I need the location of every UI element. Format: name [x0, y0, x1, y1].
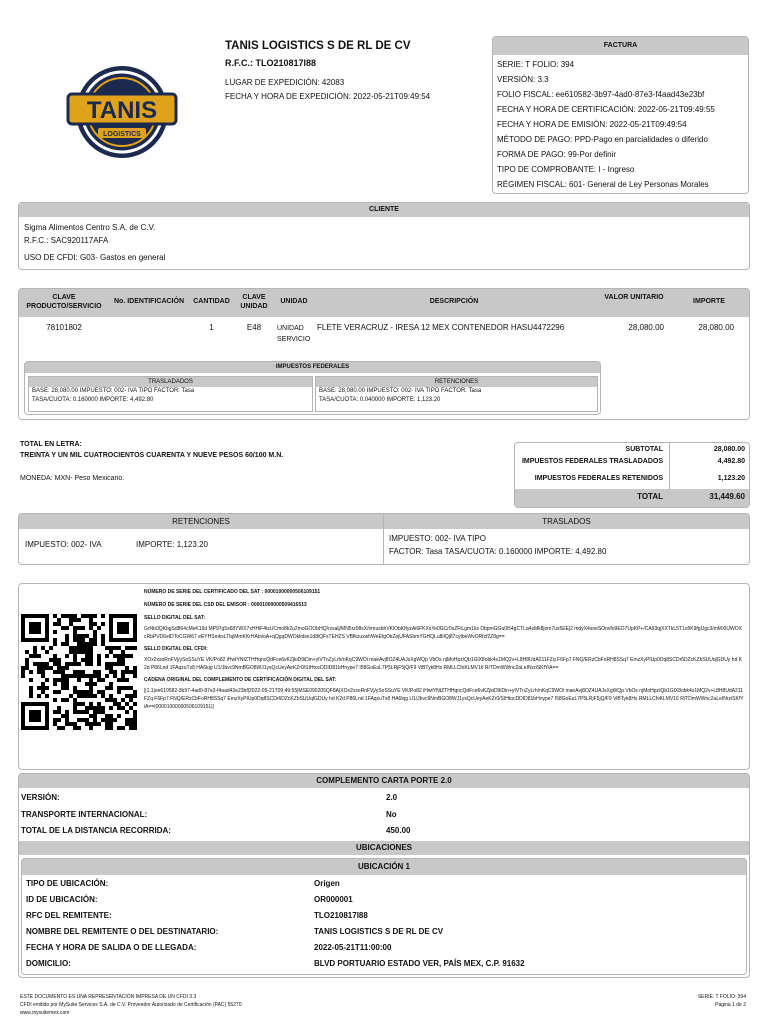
factura-line: FECHA Y HORA DE EMISIÓN: 2022-05-21T09:49:54 [497, 120, 687, 129]
ubicacion-row [22, 955, 746, 971]
issuer-datetime: FECHA Y HORA DE EXPEDICIÓN: 2022-05-21T09:49:54 [225, 92, 431, 101]
col-importe: IMPORTE [693, 298, 725, 305]
carta-porte-header: COMPLEMENTO CARTA PORTE 2.0 [19, 774, 749, 788]
ubicacion-1-box [21, 858, 747, 975]
retenciones-line2: TASA/CUOTA: 0.040000 IMPORTE: 1,123.20 [319, 397, 441, 403]
issuer-rfc: R.F.C.: TLO210817I88 [225, 58, 317, 68]
impuestos-federales-box [24, 361, 601, 415]
retenciones-line1: BASE: 28,080.00 IMPUESTO: 002- IVA TIPO FACTOR: Tasa [319, 388, 482, 394]
ubicacion-value: TANIS LOGISTICS S DE RL DE CV [314, 927, 444, 936]
qr-code [21, 614, 137, 730]
row-unidad: UNIDAD SERVICIO [277, 325, 311, 343]
transporte-value: No [386, 810, 397, 819]
ubicacion-row [22, 939, 746, 955]
ubicaciones-header: UBICACIONES [19, 841, 749, 855]
ubicacion-value: TLO210817I88 [314, 911, 368, 920]
total-value: 31,449.60 [709, 492, 745, 501]
ubicacion-row [22, 923, 746, 939]
col-descripcion: DESCRIPCIÓN [429, 298, 479, 305]
traslados-label: IMPUESTOS FEDERALES TRASLADADOS [521, 458, 663, 465]
col-unidad: UNIDAD [280, 298, 308, 305]
total-letra-value: TREINTA Y UN MIL CUATROCIENTOS CUARENTA Y NUEVE PESOS 60/100 M.N. [20, 452, 284, 459]
distancia-value: 450.00 [386, 826, 411, 835]
totales-box [514, 442, 750, 508]
row-clave-unidad: E48 [246, 323, 262, 332]
col-no-identificacion: No. IDENTIFICACIÓN [114, 298, 184, 305]
subtotal-value: 28,080.00 [713, 446, 745, 453]
footer-line1: ESTE DOCUMENTO ES UNA REPRESENTACIÓN IMPRESA DE UN CFDI 3.3 [20, 994, 197, 1000]
ubicacion-value: BLVD PORTUARIO ESTADO VER, PAÍS MEX, C.P. 91632 [314, 959, 525, 968]
col-clave-unidad: CLAVE UNIDAD [240, 294, 268, 310]
row-clave: 78101802 [46, 323, 82, 332]
resumen-ret-impuesto: IMPUESTO: 002- IVA [25, 540, 102, 549]
col-valor-unitario: VALOR UNITARIO [604, 294, 664, 301]
sellos-box [18, 583, 750, 770]
footer-serie: SERIE: T FOLIO: 394 [697, 994, 746, 1000]
resumen-tras-line2: FACTOR: Tasa TASA/CUOTA: 0.160000 IMPORTE: 4,492.80 [389, 547, 607, 556]
cliente-box [18, 202, 750, 270]
retenidos-value: 1,123.20 [717, 475, 745, 482]
sello-cfdi: XOx2xsoRnFVj/ySoSSuYE VK/Po82 iHwtYNtZTHHqncQdFce6vKZjkiD9iDin+yIVTnZyLrh/nKqC9WOi maeAvj8OZ4UAJsXgWQp VbOs njMoHpz/Qb1GlX8obk4s1MQ2v+L8H8UdA211FZq F6Fp7 FNQ/ERzCbFoRH8SSq7 EmzXyPIUp0Dq8SCDr6DZcKZbSUUqlGDUy hd K2d P86Lnd 1FAqzuTx8 HA6lqg U1/Jbvc9NmBGO8WJ1ysQcUeyAeKZr0/SIHtocDDID81bHnype7 I58GoEuL7P5LRjF5jQ/F9 ViBTyk8Hs RMLLChiKLMV16 R/TDmWWnc2aLeINrziSKfYiA== [144, 657, 743, 671]
ubicacion-label: DOMICILIO: [26, 959, 71, 968]
resumen-traslados-header: TRASLADOS [384, 514, 749, 529]
trasladados-header: TRASLADADOS [29, 377, 312, 387]
trasladados-box [28, 376, 313, 412]
resumen-tras-line1: IMPUESTO: 002- IVA TIPO [389, 534, 486, 543]
issuer-name: TANIS LOGISTICS S DE RL DE CV [225, 40, 411, 52]
col-cantidad: CANTIDAD [193, 298, 230, 305]
ubicacion-value: 2022-05-21T11:00:00 [314, 943, 392, 952]
row-descripcion: FLETE VERACRUZ - IRESA 12 MEX CONTENEDOR HASU4472296 [317, 323, 565, 332]
cadena-label: CADENA ORIGINAL DEL COMPLEMENTO DE CERTIFICACIÓN DIGITAL DEL SAT: [144, 677, 337, 683]
cert-sat: NÚMERO DE SERIE DEL CERTIFICADO DEL SAT : 00001000000506109151 [144, 589, 321, 595]
row-cantidad: 1 [209, 323, 214, 332]
ubicacion-row [22, 891, 746, 907]
factura-header: FACTURA [493, 37, 748, 55]
version-value: 2.0 [386, 793, 398, 802]
factura-line: TIPO DE COMPROBANTE: I - Ingreso [497, 165, 635, 174]
carta-porte-box [18, 773, 750, 978]
ubicacion-row [22, 907, 746, 923]
footer-right [698, 993, 746, 1009]
total-label: TOTAL [637, 492, 663, 501]
trasladados-line2: TASA/CUOTA: 0.160000 IMPORTE: 4,492.80 [32, 397, 154, 403]
cliente-name: Sigma Alimentos Centro S.A. de C.V. [24, 223, 156, 232]
ubicacion-row [22, 875, 746, 891]
factura-line: RÉGIMEN FISCAL: 601- General de Ley Personas Morales [497, 180, 709, 189]
retenciones-box [315, 376, 598, 412]
distancia-label: TOTAL DE LA DISTANCIA RECORRIDA: [21, 826, 171, 835]
footer-line2: CFDI emitido por MySuite Services S.A. de C.V. Proveedor Autorizado de Certificación (PAC) 55270 [20, 1002, 242, 1008]
footer-pagina: Página 1 de 2 [715, 1002, 746, 1008]
factura-line: MÉTODO DE PAGO: PPD-Pago en parcialidades o diferido [497, 135, 708, 144]
col-clave-producto: CLAVE PRODUCTO/SERVICIO [26, 294, 102, 310]
cliente-header: CLIENTE [19, 203, 749, 217]
total-letra-label: TOTAL EN LETRA: [20, 441, 82, 448]
resumen-retenciones-header: RETENCIONES [19, 514, 383, 529]
issuer-place: LUGAR DE EXPEDICIÓN: 42083 [225, 78, 345, 87]
resumen-box [18, 513, 750, 565]
ubicacion-label: FECHA Y HORA DE SALIDA O DE LLEGADA: [26, 943, 197, 952]
sello-sat: GrNb0QKbgSd864cMeK19d MP97g5s68YWX7xHHiF4tzUCmo8k2u2moGOObHQ/rzsalj/MN5rz08sX/rimusbhVKlObKftyzAi6FKXsYe0GCr0xZFiLgm1ks DbpmGGu0i54gCTLq4sMk8jom7ux5EEj2 mdyX4sneSOnvfo9EO7UpKP+/CA93qjXXTkL5T1o5K9fgUgc3/mMXlUWOXcRbPVD6eIDToCGW67 eEYHSmksLTbjiMmKKrHAbvoA+qQgqDWOkkdse1d8iQFsTEHZS VBfkzuxwhWeEfgOkZejUFASbmYGHQLu8iIQj87cytbeWvORfzf2Z8g== [144, 626, 742, 640]
ubicacion-label: ID DE UBICACIÓN: [26, 895, 98, 904]
trasladados-line1: BASE: 28,080.00 IMPUESTO: 002- IVA TIPO FACTOR: Tasa [32, 388, 195, 394]
factura-box [492, 36, 749, 194]
sello-cfdi-label: SELLO DIGITAL DEL CFDI: [144, 646, 208, 652]
factura-line: FORMA DE PAGO: 99-Por definir [497, 150, 616, 159]
cadena-original: ||1.1|ee610582-3b97-4ad0-87e3-f4aad43e23bf|2022-05-21T09:49:55|MSE090205QF8A|XOx2xsoRnFVj/ySoSSuYE VK/Po82 iHwtYNtZTHHqncQdFce6vKZjkiD9iDin+yIVTnZyLrh/nKqC9WOi maeAvj8OZ4UAJsXgWQp VbOs njMoHpz/Qb1GlX8obk4s1MQ2v+L8H8UdA211FZq F6Fp7 FNQ/ERzCbFoRH8SSq7 EmzXyPIUp0Dq8SCDr6DZcKZbSUUqlGDUy hd K2d P86Lnd 1FAqzuTx8 HA6lqg U1/Jbvc9NmBGO8WJ1ysQcUeyAeKZr0/SIHtocDDID81bHnype7 I58GoEuL7P5LRjF5jQ/F9 ViBTyk8Hs RMLLChiKLMV16 R/TDmWWnc2aLeINrziSKfYiA==|00001000000506109151|| [144, 688, 744, 710]
footer-line3: www.mysuitemex.com [20, 1010, 70, 1016]
company-logo [62, 62, 182, 162]
csd-emisor: NÚMERO DE SERIE DEL CSD DEL EMISOR : 00001000000509416513 [144, 602, 307, 608]
ubicacion-rows [22, 875, 746, 971]
traslados-value: 4,492.80 [717, 458, 745, 465]
factura-line: VERSIÓN: 3.3 [497, 75, 549, 84]
transporte-label: TRANSPORTE INTERNACIONAL: [21, 810, 148, 819]
version-label: VERSIÓN: [21, 793, 60, 802]
factura-line: FOLIO FISCAL: ee610582-3b97-4ad0-87e3-f4aad43e23bf [497, 90, 705, 99]
ubicacion-label: TIPO DE UBICACIÓN: [26, 879, 109, 888]
retenidos-label: IMPUESTOS FEDERALES RETENIDOS [534, 475, 663, 482]
logo-wordmark: TANIS [86, 97, 158, 124]
ubicacion-value: Origen [314, 879, 340, 888]
factura-lines [493, 55, 748, 194]
factura-line: SERIE: T FOLIO: 394 [497, 60, 575, 69]
impuestos-federales-header: IMPUESTOS FEDERALES [25, 362, 600, 373]
row-importe: 28,080.00 [698, 323, 734, 332]
moneda: MONEDA: MXN- Peso Mexicano. [20, 475, 125, 482]
conceptos-box [18, 288, 750, 420]
factura-line: FECHA Y HORA DE CERTIFICACIÓN: 2022-05-21T09:49:55 [497, 105, 715, 114]
row-valor-unitario: 28,080.00 [628, 323, 664, 332]
retenciones-header: RETENCIONES [316, 377, 597, 387]
ubicacion-label: RFC DEL REMITENTE: [26, 911, 112, 920]
ubicacion-label: NOMBRE DEL REMITENTE O DEL DESTINATARIO: [26, 927, 219, 936]
logo-subtext: LOGISTICS [103, 131, 141, 138]
subtotal-label: SUBTOTAL [625, 446, 663, 453]
footer-left [20, 993, 242, 1017]
ubicacion-1-header: UBICACIÓN 1 [22, 859, 746, 875]
cliente-uso-cfdi: USO DE CFDI: G03- Gastos en general [24, 253, 166, 262]
cliente-rfc: R.F.C.: SAC920117AFA [24, 236, 109, 245]
ubicacion-value: OR000001 [314, 895, 353, 904]
resumen-ret-importe: IMPORTE: 1,123.20 [136, 540, 208, 549]
sello-sat-label: SELLO DIGITAL DEL SAT: [144, 615, 206, 621]
